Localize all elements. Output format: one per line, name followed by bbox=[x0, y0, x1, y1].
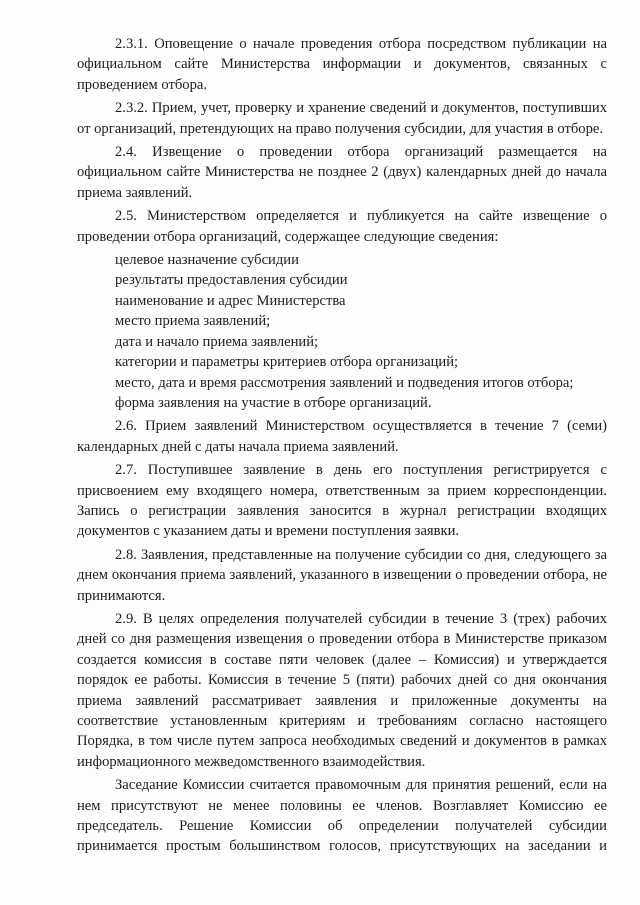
paragraph-2-9: 2.9. В целях определения получателей субсидии в течение 3 (трех) рабочих дней со дня размещения извещения о проведении отбора в Министерстве приказом создается комиссия в составе пяти человек (далее – Комиссия) и утверждается порядок ее работы. Комиссия в течение 5 (пяти) рабочих дней со дня окончания приема заявлений рассматривает заявления и приложенные документы на соответствие установленным критериям и требованиям согласно настоящего Порядка, в том числе путем запроса необходимых сведений и документов в рамках информационного межведомственного взаимодействия. bbox=[77, 610, 607, 770]
list-item: результаты предоставления субсидии bbox=[115, 272, 348, 289]
list-item: место, дата и время рассмотрения заявлений и подведения итогов отбора; bbox=[115, 374, 574, 391]
document-body bbox=[77, 34, 607, 860]
list-item: категории и параметры критериев отбора организаций; bbox=[115, 354, 459, 371]
paragraph-commission-meeting: Заседание Комиссии считается правомочным для принятия решений, если на нем присутствуют не менее половины ее членов. Возглавляет Комиссию ее председатель. Решение Комиссии об определении получателей субсидии принимается простым большинством голосов, присутствующих на заседании и bbox=[77, 777, 607, 855]
paragraph-2-5: 2.5. Министерством определяется и публикуется на сайте извещение о проведении отбора организаций, содержащее следующие сведения: bbox=[77, 208, 607, 245]
paragraph-2-3-2: 2.3.2. Прием, учет, проверку и хранение сведений и документов, поступивших от организаций, претендующих на право получения субсидии, для участия в отборе. bbox=[77, 100, 607, 137]
list-item: наименование и адрес Министерства bbox=[115, 292, 346, 309]
paragraph-2-4: 2.4. Извещение о проведении отбора организаций размещается на официальном сайте Министерства не позднее 2 (двух) календарных дней до начала приема заявлений. bbox=[77, 144, 607, 201]
paragraph-2-3-1: 2.3.1. Оповещение о начале проведения отбора посредством публикации на официальном сайте Министерства информации и документов, связанных с проведением отбора. bbox=[77, 36, 607, 93]
list-item: дата и начало приема заявлений; bbox=[115, 333, 319, 350]
paragraph-2-6: 2.6. Прием заявлений Министерством осуществляется в течение 7 (семи) календарных дней с даты начала приема заявлений. bbox=[77, 418, 607, 455]
list-item: форма заявления на участие в отборе организаций. bbox=[115, 394, 432, 411]
notice-contents-list bbox=[77, 250, 607, 413]
list-item: место приема заявлений; bbox=[115, 313, 271, 330]
paragraph-2-8: 2.8. Заявления, представленные на получение субсидии со дня, следующего за днем окончания приема заявлений, указанного в извещении о проведении отбора, не принимаются. bbox=[77, 546, 607, 604]
paragraph-2-7: 2.7. Поступившее заявление в день его поступления регистрируется с присвоением ему входящего номера, ответственным за прием корреспонденции. Запись о регистрации заявления заносится в журнал регистрации входящих документов с указанием даты и времени поступления заявки. bbox=[77, 462, 607, 540]
list-item: целевое назначение субсидии bbox=[115, 252, 299, 269]
